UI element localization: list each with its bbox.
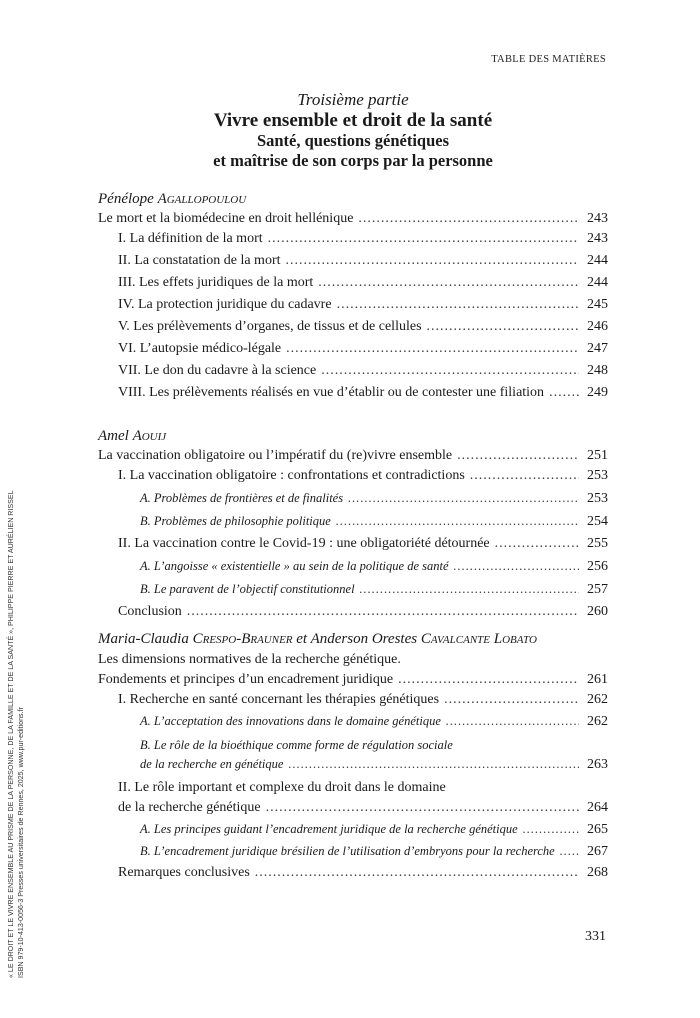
toc-entry[interactable]: VI. L’autopsie médico-légale ..... 247 xyxy=(98,338,608,360)
toc-section-agallopoulou xyxy=(98,190,608,404)
side-copyright-note xyxy=(6,468,30,978)
toc-entry[interactable]: VII. Le don du cadavre à la science ..... 248 xyxy=(98,360,608,382)
toc-entry[interactable]: IV. La protection juridique du cadavre ..... 245 xyxy=(98,294,608,316)
author-name: Maria-Claudia Crespo-Brauner et Anderson Orestes Cavalcante Lobato xyxy=(98,631,537,647)
toc-entry[interactable]: A. Les principes guidant l’encadrement juridique de la recherche génétique ..... 265 xyxy=(98,818,608,841)
toc-entry[interactable]: de la recherche en génétique ..... 263 xyxy=(98,755,608,774)
side-note-line-2: ISBN 979-10-413-0056-3 Presses universitaires de Rennes, 2025, www.pur-editions.fr xyxy=(17,707,25,978)
author-name: Amel Aouij xyxy=(98,428,167,444)
toc-entry[interactable]: A. L’acceptation des innovations dans le domaine génétique ..... 262 xyxy=(98,710,608,733)
toc-entry[interactable]: VIII. Les prélèvements réalisés en vue d’établir ou de contester une filiation ..... 249 xyxy=(98,382,608,404)
page-number: 331 xyxy=(585,929,606,944)
toc-entry-first-line: II. Le rôle important et complexe du droit dans le domaine xyxy=(118,780,446,795)
toc-entry[interactable]: Conclusion ..... 260 xyxy=(98,601,608,623)
side-note-line-1: « LE DROIT ET LE VIVRE ENSEMBLE AU PRISME DE LA PERSONNE, DE LA FAMILLE ET DE LA SANTÉ », PHILIPPE PIERRE ET AURÉLIEN RISSEL xyxy=(7,490,15,978)
toc-entry[interactable]: de la recherche génétique ..... 264 xyxy=(98,798,608,818)
toc-entry[interactable]: I. Recherche en santé concernant les thérapies génétiques ..... 262 xyxy=(98,690,608,710)
toc-entry[interactable]: B. L’encadrement juridique brésilien de l’utilisation d’embryons pour la recherche ..... 267 xyxy=(98,841,608,862)
toc-entry[interactable]: B. Problèmes de philosophie politique ..... 254 xyxy=(98,510,608,533)
toc-entry[interactable]: La vaccination obligatoire ou l’impératif du (re)vivre ensemble ..... 251 xyxy=(98,447,608,465)
toc-entry[interactable]: A. Problèmes de frontières et de finalités ..... 253 xyxy=(98,487,608,510)
toc-entry[interactable]: B. Le paravent de l’objectif constitutionnel ..... 257 xyxy=(98,578,608,601)
toc-entry[interactable]: I. La définition de la mort ..... 243 xyxy=(98,228,608,250)
toc-entry[interactable]: Fondements et principes d’un encadrement juridique ..... 261 xyxy=(98,670,608,690)
toc-entry[interactable]: Le mort et la biomédecine en droit hellénique ..... 243 xyxy=(98,210,608,228)
part-subtitle-1: Santé, questions génétiques xyxy=(256,131,450,150)
toc-section-crespo-brauner xyxy=(98,630,608,884)
toc-entry[interactable]: II. La vaccination contre le Covid-19 : une obligatoriété détournée ..... 255 xyxy=(98,533,608,555)
toc-entry[interactable]: Remarques conclusives ..... 268 xyxy=(98,862,608,884)
part-title: Vivre ensemble et droit de la santé xyxy=(213,110,493,131)
toc-entry[interactable]: II. La constatation de la mort ..... 244 xyxy=(98,250,608,272)
toc-section-aouij xyxy=(98,427,608,623)
part-label: Troisième partie xyxy=(297,90,409,109)
toc-entry[interactable]: A. L’angoisse « existentielle » au sein de la politique de santé ..... 256 xyxy=(98,555,608,578)
running-head: TABLE DES MATIÈRES xyxy=(491,54,606,65)
toc-entry[interactable]: III. Les effets juridiques de la mort ..... 244 xyxy=(98,272,608,294)
author-name: Pénélope Agallopoulou xyxy=(98,191,247,207)
toc-entry[interactable]: I. La vaccination obligatoire : confrontations et contradictions ..... 253 xyxy=(98,465,608,487)
toc-entry[interactable]: V. Les prélèvements d’organes, de tissus et de cellules ..... 246 xyxy=(98,316,608,338)
part-heading xyxy=(98,90,608,171)
part-subtitle-2: et maîtrise de son corps par la personne xyxy=(213,151,493,170)
toc-entry-first-line: B. Le rôle de la bioéthique comme forme de régulation sociale xyxy=(140,738,453,752)
toc-entry-title-line: Les dimensions normatives de la recherche génétique. xyxy=(98,652,401,667)
